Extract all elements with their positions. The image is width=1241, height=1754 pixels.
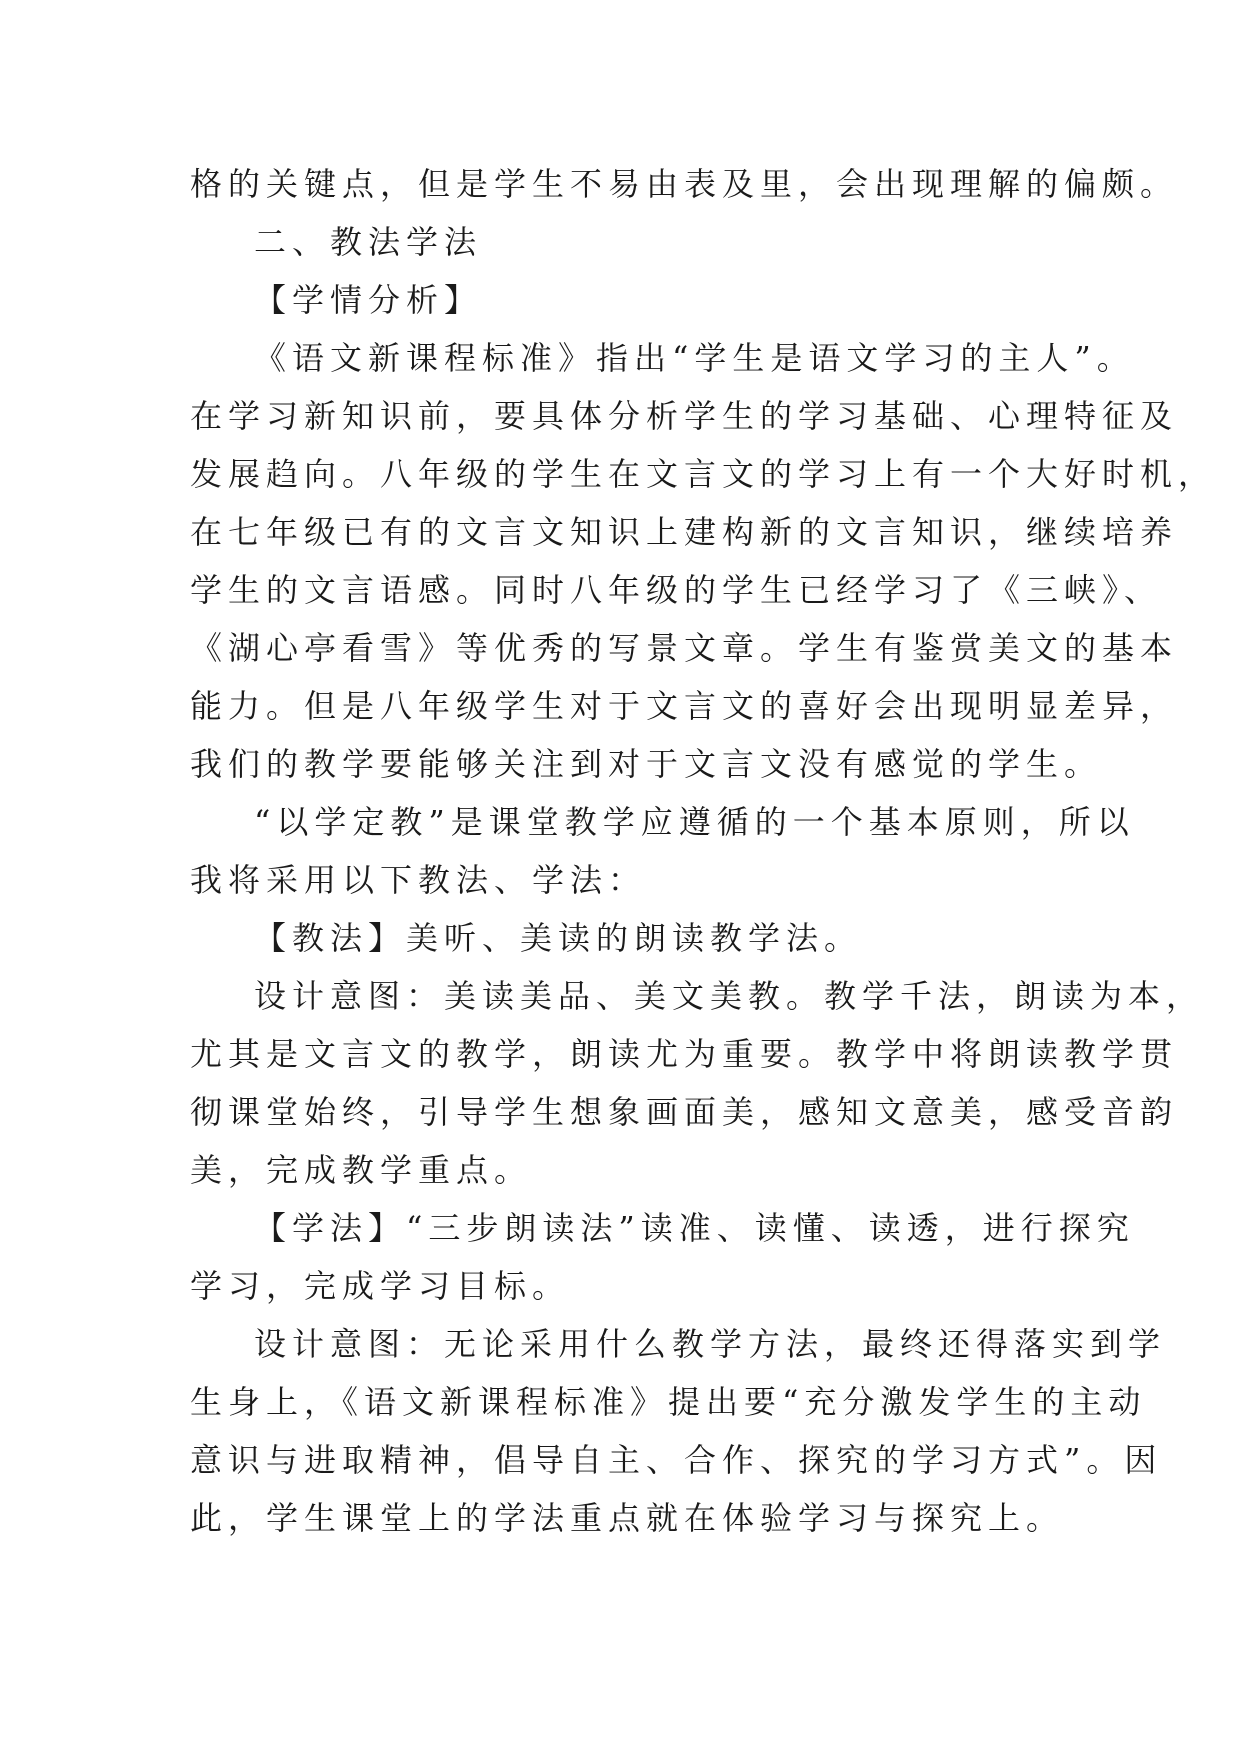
paragraph-line: 能力。但是八年级学生对于文言文的喜好会出现明显差异， xyxy=(190,687,1179,725)
paragraph-line: 我们的教学要能够关注到对于文言文没有感觉的学生。 xyxy=(190,745,1103,783)
paragraph-line: 设计意图：美读美品、美文美教。教学千法，朗读为本， xyxy=(254,977,1205,1015)
section-heading: 二、教法学法 xyxy=(254,223,483,261)
paragraph-line: 学习，完成学习目标。 xyxy=(190,1267,571,1305)
paragraph-line: 我将采用以下教法、学法： xyxy=(190,861,647,899)
paragraph-line: 此，学生课堂上的学法重点就在体验学习与探究上。 xyxy=(190,1499,1065,1537)
paragraph-line: “以学定教”是课堂教学应遵循的一个基本原则，所以 xyxy=(254,803,1135,841)
paragraph-line: 彻课堂始终，引导学生想象画面美，感知文意美，感受音韵 xyxy=(190,1093,1179,1131)
paragraph-line: 《语文新课程标准》指出“学生是语文学习的主人”。 xyxy=(254,339,1135,377)
paragraph-line: 在学习新知识前，要具体分析学生的学习基础、心理特征及 xyxy=(190,397,1179,435)
paragraph-line: 格的关键点，但是学生不易由表及里，会出现理解的偏颇。 xyxy=(190,165,1179,203)
paragraph-line: 《湖心亭看雪》等优秀的写景文章。学生有鉴赏美文的基本 xyxy=(190,629,1179,667)
paragraph-line: 【教法】美听、美读的朗读教学法。 xyxy=(254,919,863,957)
paragraph-line: 美，完成教学重点。 xyxy=(190,1151,533,1189)
subsection-heading: 【学情分析】 xyxy=(254,281,483,319)
paragraph-line: 设计意图：无论采用什么教学方法，最终还得落实到学 xyxy=(254,1325,1167,1363)
paragraph-line: 意识与进取精神，倡导自主、合作、探究的学习方式”。因 xyxy=(190,1441,1163,1479)
paragraph-line: 生身上，《语文新课程标准》提出要“充分激发学生的主动 xyxy=(190,1383,1147,1421)
paragraph-line: 【学法】“三步朗读法”读准、读懂、读透，进行探究 xyxy=(254,1209,1135,1247)
paragraph-line: 发展趋向。八年级的学生在文言文的学习上有一个大好时机， xyxy=(190,455,1217,493)
paragraph-line: 尤其是文言文的教学，朗读尤为重要。教学中将朗读教学贯 xyxy=(190,1035,1179,1073)
paragraph-line: 学生的文言语感。同时八年级的学生已经学习了《三峡》、 xyxy=(190,571,1163,609)
paragraph-line: 在七年级已有的文言文知识上建构新的文言知识，继续培养 xyxy=(190,513,1179,551)
